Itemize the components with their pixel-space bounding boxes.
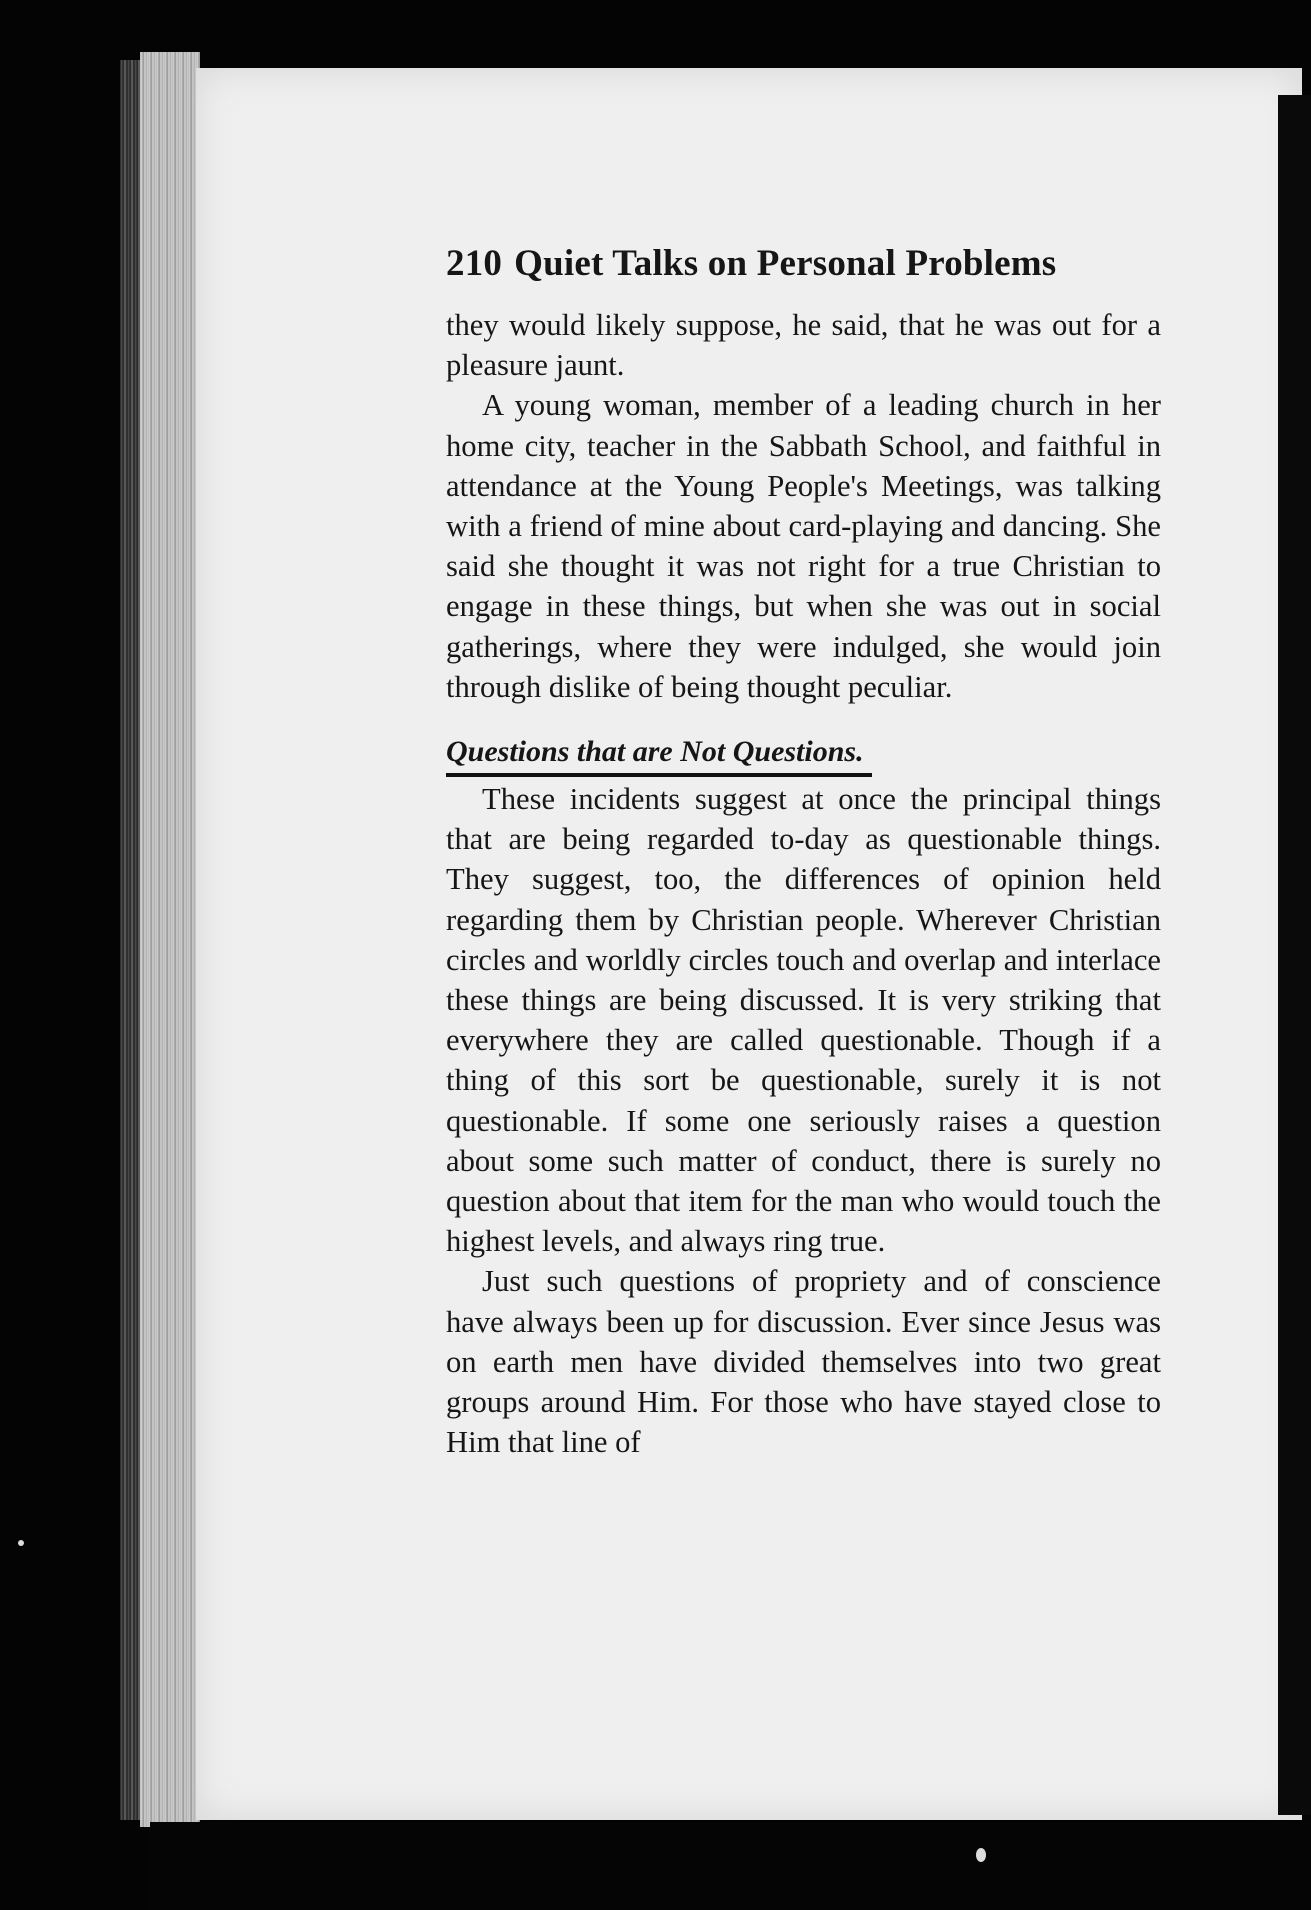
paragraph: Just such questions of propriety and of conscience have always been up for discussion. Ever since Jesus was on earth men have divided themselves into two great groups around Him. For those who have stayed close to Him that line of: [446, 1264, 1161, 1460]
paragraph: they would likely suppose, he said, that he was out for a pleasure jaunt.: [446, 308, 1161, 383]
page-number: 210: [446, 243, 503, 284]
page-content: [446, 242, 1161, 1462]
scan-speck: [18, 1540, 24, 1546]
scan-right-border: [1278, 95, 1311, 1815]
running-head: [446, 242, 1161, 285]
book-title: Quiet Talks on Personal Problems: [514, 243, 1057, 284]
paragraph: A young woman, member of a leading church in her home city, teacher in the Sabbath School, and faithful in attendance at the Young People's Meetings, was talking with a friend of mine about card-playing and dancing. She said she thought it was not right for a true Christian to engage in these things, but when she was out in social gatherings, where they were indulged, she would join through dislike of being thought peculiar.: [446, 388, 1161, 704]
section-heading: Questions that are Not Questions.: [446, 735, 872, 777]
scan-bottom-border: [150, 1822, 1311, 1910]
body-text: [446, 305, 1161, 1462]
scan-speck: [976, 1848, 986, 1862]
paragraph: These incidents suggest at once the principal things that are being regarded to-day as questionable things. They suggest, too, the differences of opinion held regarding them by Christian people. Wherever Christian circles and worldly circles touch and overlap and interlace these things are being discussed. It is very striking that everywhere they are called questionable. Though if a thing of this sort be questionable, surely it is not questionable. If some one seriously raises a question about some such matter of conduct, there is surely no question about that item for the man who would touch the highest levels, and always ring true.: [446, 782, 1161, 1259]
book-page-edges: [140, 52, 200, 1827]
book-page-edges-dark: [120, 60, 142, 1820]
